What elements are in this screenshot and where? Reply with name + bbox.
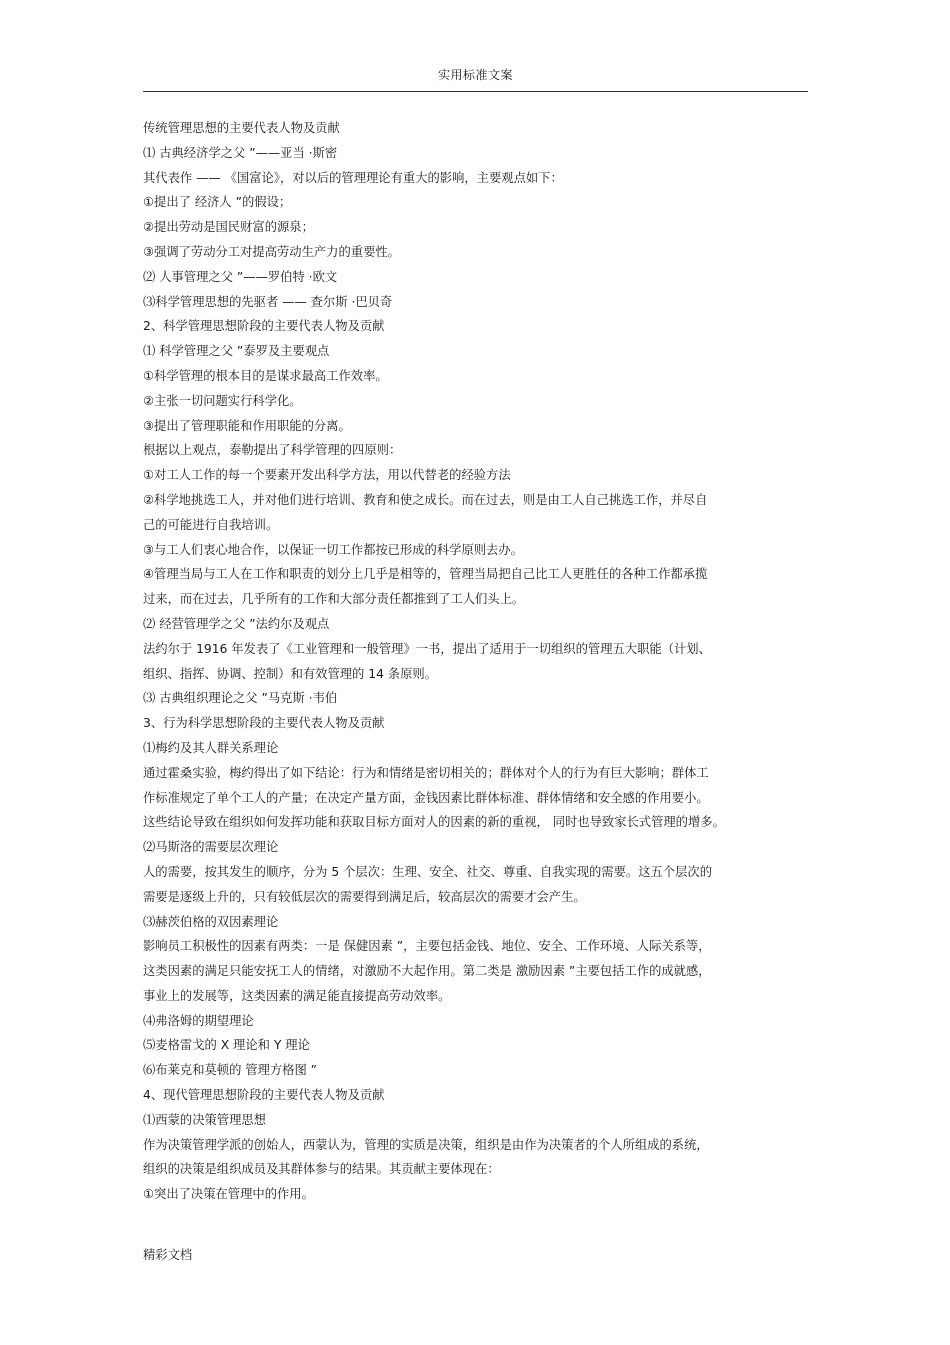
text-line: ③强调了劳动分工对提高劳动生产力的重要性。 (143, 244, 400, 259)
text-line: ⑴梅约及其人群关系理论 (143, 740, 279, 755)
header-divider (143, 91, 808, 92)
text-line: ⑷弗洛姆的期望理论 (143, 1013, 254, 1028)
text-line: 过来，而在过去，几乎所有的工作和大部分责任都推到了工人们头上。 (143, 592, 525, 607)
text-line: ④管理当局与工人在工作和职责的划分上几乎是相等的，管理当局把自己比工人更胜任的各种工作都承揽 (143, 567, 708, 582)
text-line: ⑴西蒙的决策管理思想 (143, 1112, 266, 1127)
text-line: ①提出了 经济人 ”的假设； (143, 195, 292, 210)
text-line: 己的可能进行自我培训。 (143, 517, 279, 532)
text-line: 组织、指挥、协调、控制）和有效管理的 14 条原则。 (143, 666, 437, 681)
text-line: 3、行为科学思想阶段的主要代表人物及贡献 (143, 716, 385, 731)
text-line: ①突出了决策在管理中的作用。 (143, 1187, 314, 1202)
text-line: ②提出劳动是国民财富的源泉； (143, 220, 314, 235)
text-line: ⑶赫茨伯格的双因素理论 (143, 914, 279, 929)
text-line: ⑹布莱克和莫顿的 管理方格图 ” (143, 1063, 318, 1078)
text-line: ③与工人们衷心地合作，以保证一切工作都按已形成的科学原则去办。 (143, 542, 523, 557)
text-line: 作标准规定了单个工人的产量；在决定产量方面，金钱因素比群体标准、群体情绪和安全感的作用要小。 (143, 790, 709, 805)
text-line: ⑵马斯洛的需要层次理论 (143, 840, 279, 855)
text-line: ⑶ 古典组织理论之父 ”马克斯 ·韦伯 (143, 691, 338, 706)
text-line: ③提出了管理职能和作用职能的分离。 (143, 418, 351, 433)
text-line: ⑴ 科学管理之父 ”泰罗及主要观点 (143, 344, 330, 359)
text-line: ⑸麦格雷戈的 X 理论和 Y 理论 (143, 1038, 310, 1053)
text-line: ①对工人工作的每一个要素开发出科学方法，用以代替老的经验方法 (143, 468, 511, 483)
text-line: 2、科学管理思想阶段的主要代表人物及贡献 (143, 319, 385, 334)
text-line: 这类因素的满足只能安抚工人的情绪，对激励不大起作用。第二类是 激励因素 ”主要包括工作的成就感， (143, 964, 711, 979)
text-line: 其代表作 —— 《国富论》，对以后的管理理论有重大的影响，主要观点如下： (143, 170, 563, 185)
text-line: 作为决策管理学派的创始人，西蒙认为，管理的实质是决策，组织是由作为决策者的个人所组成的系统， (143, 1137, 709, 1152)
text-line: 传统管理思想的主要代表人物及贡献 (143, 121, 340, 135)
text-line: 影响员工积极性的因素有两类：一是 保健因素 ”，主要包括金钱、地位、安全、工作环境、人际关系等， (143, 939, 711, 954)
text-line: ⑵ 经营管理学之父 ”法约尔及观点 (143, 616, 330, 631)
text-line: 事业上的发展等，这类因素的满足能直接提高劳动效率。 (143, 988, 451, 1003)
text-line: ⑶科学管理思想的先驱者 —— 查尔斯 ·巴贝奇 (143, 294, 393, 309)
text-line: ②主张一切问题实行科学化。 (143, 393, 302, 408)
text-line: 4、现代管理思想阶段的主要代表人物及贡献 (143, 1088, 385, 1103)
text-line: ①科学管理的根本目的是谋求最高工作效率。 (143, 368, 388, 383)
text-line: 通过霍桑实验，梅约得出了如下结论：行为和情绪是密切相关的；群体对个人的行为有巨大影响；群体工 (143, 765, 709, 780)
text-line: 组织的决策是组织成员及其群体参与的结果。其贡献主要体现在： (143, 1162, 500, 1177)
text-line: 根据以上观点，泰勒提出了科学管理的四原则： (143, 443, 402, 458)
text-line: ②科学地挑选工人，并对他们进行培训、教育和使之成长。而在过去，则是由工人自己挑选工作，并尽自 (143, 492, 708, 507)
text-line: ⑵ 人事管理之父 ”——罗伯特 ·欧文 (143, 269, 338, 284)
text-line: ⑴ 古典经济学之父 ”——亚当 ·斯密 (143, 145, 338, 160)
document-body (143, 116, 808, 1207)
text-line: 人的需要，按其发生的顺序，分为 5 个层次：生理、安全、社交、尊重、自我实现的需要。这五个层次的 (143, 864, 713, 879)
text-line: 法约尔于 1916 年发表了《工业管理和一般管理》一书，提出了适用于一切组织的管理五大职能（计划、 (143, 641, 711, 656)
text-line: 这些结论导致在组织如何发挥功能和获取目标方面对人的因素的新的重视， 同时也导致家长式管理的增多。 (143, 815, 725, 830)
text-line: 需要是逐级上升的，只有较低层次的需要得到满足后，较高层次的需要才会产生。 (143, 889, 586, 904)
page-footer: 精彩文档 (143, 1248, 193, 1262)
page-header: 实用标准文案 (437, 68, 513, 82)
